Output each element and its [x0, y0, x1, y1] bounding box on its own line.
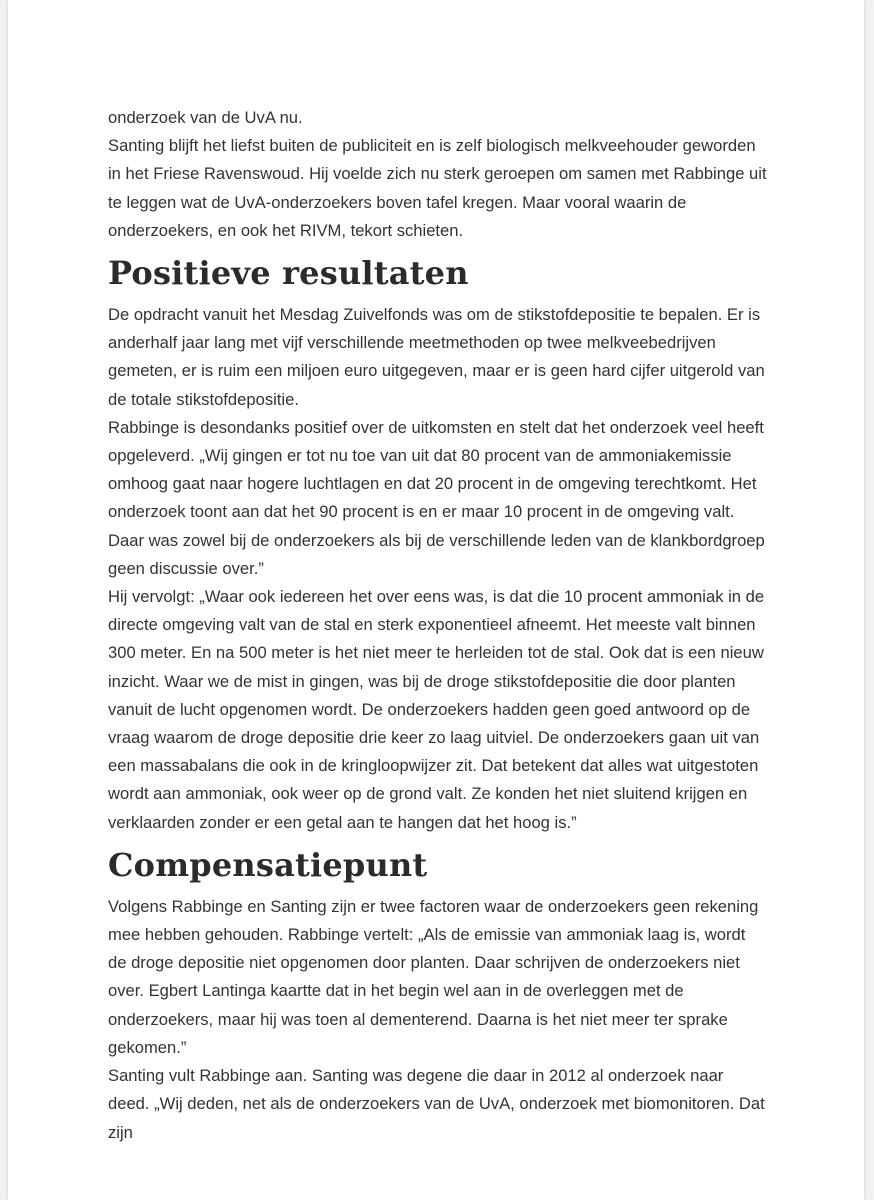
- paragraph-santing-intro: Santing blijft het liefst buiten de publiciteit en is zelf biologisch melkveehouder geworden in het Friese Ravenswoud. Hij voelde zich nu sterk geroepen om samen met Rabbinge uit te leggen wat de UvA-onderzoekers boven tafel kregen. Maar vooral waarin de onderzoekers, en ook het RIVM, tekort schieten.: [108, 136, 767, 240]
- paragraph-twee-factoren: Volgens Rabbinge en Santing zijn er twee factoren waar de onderzoekers geen rekening mee hebben gehouden. Rabbinge vertelt: „Als de emissie van ammoniak laag is, wordt de droge depositie niet opgenomen door planten. Daar schrijven de onderzoekers niet over. Egbert Lantinga kaartte dat in het begin wel aan in de overleggen met de onderzoekers, maar hij was toen al dementerend. Daarna is het niet meer ter sprake gekomen.”: [108, 896, 759, 1057]
- paragraph-santing-vult-aan: Santing vult Rabbinge aan. Santing was degene die daar in 2012 al onderzoek naar deed. „Wij deden, net als de onderzoekers van de UvA, onderzoek met biomonitoren. Dat zijn: [108, 1066, 765, 1142]
- paragraph-intro-end: onderzoek van de UvA nu.: [108, 108, 303, 127]
- heading-positieve-resultaten: Positieve resultaten: [108, 254, 469, 293]
- article-body: [108, 104, 768, 1147]
- heading-compensatiepunt: Compensatiepunt: [108, 845, 428, 884]
- paragraph-rabbinge-positief: Rabbinge is desondanks positief over de uitkomsten en stelt dat het onderzoek veel heeft opgeleverd. „Wij gingen er tot nu toe van uit dat 80 procent van de ammoniakemissie omhoog gaat naar hogere luchtlagen en dat 20 procent in de omgeving terechtkomt. Het onderzoek toont aan dat het 90 procent is en er maar 10 procent in de omgeving valt. Daar was zowel bij de onderzoekers als bij de verschillende leden van de klankbordgroep geen discussie over.”: [108, 417, 765, 578]
- paragraph-hij-vervolgt: Hij vervolgt: „Waar ook iedereen het over eens was, is dat die 10 procent ammoniak in de directe omgeving valt van de stal en sterk exponentieel afneemt. Het meeste valt binnen 300 meter. En na 500 meter is het niet meer te herleiden tot de stal. Ook dat is een nieuw inzicht. Waar we de mist in gingen, was bij de droge stikstofdepositie die door planten vanuit de lucht opgenomen wordt. De onderzoekers hadden geen goed antwoord op de vraag waarom de droge depositie drie keer zo laag uitviel. De onderzoekers gaan uit van een massabalans die ook in de kringloopwijzer zit. Dat betekent dat alles wat uitgestoten wordt aan ammoniak, ook weer op de grond valt. Ze konden het niet sluitend krijgen en verklaarden zonder er een getal aan te hangen dat het hoog is.”: [108, 587, 765, 832]
- document-page: [8, 0, 864, 1200]
- paragraph-opdracht: De opdracht vanuit het Mesdag Zuivelfonds was om de stikstofdepositie te bepalen. Er is anderhalf jaar lang met vijf verschillende meetmethoden op twee melkveebedrijven gemeten, er is ruim een miljoen euro uitgegeven, maar er is geen hard cijfer uitgerold van de totale stikstofdepositie.: [108, 305, 765, 409]
